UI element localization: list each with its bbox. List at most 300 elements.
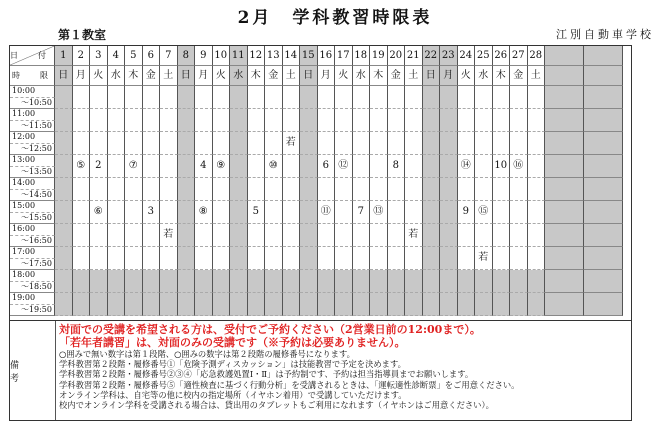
- lesson-entry: ⑤: [73, 155, 91, 178]
- timetable-cell: [90, 86, 108, 109]
- timetable-cell: [300, 109, 318, 132]
- timetable-cell: [528, 178, 546, 201]
- timetable-cell: [353, 109, 371, 132]
- timetable-cell: [108, 293, 126, 316]
- timetable-cell: [440, 178, 458, 201]
- period-start-time: 18:00: [10, 270, 55, 282]
- remark-line: オンライン学科は、自宅等の他に校内の指定場所（イヤホン着用）で受講していただけます。: [59, 389, 407, 400]
- day-number: 19: [370, 46, 388, 66]
- weekday-label: 日: [300, 66, 318, 86]
- timetable-cell: [458, 86, 476, 109]
- timetable-cell: [265, 247, 283, 270]
- date-header-label: 日 付: [10, 46, 55, 66]
- timetable-cell: [475, 155, 493, 178]
- timetable-cell: [73, 178, 91, 201]
- timetable-cell: [493, 109, 511, 132]
- timetable-cell: [125, 178, 143, 201]
- timetable-cell: [335, 178, 353, 201]
- timetable-cell: [160, 86, 178, 109]
- timetable-cell: [55, 132, 73, 155]
- timetable-cell: [283, 86, 301, 109]
- weekday-label: 土: [528, 66, 546, 86]
- timetable-cell: [108, 86, 126, 109]
- period-end-time: 〜10:50: [10, 98, 55, 110]
- timetable-cell: [160, 247, 178, 270]
- day-number: 23: [440, 46, 458, 66]
- timetable-cell: [300, 155, 318, 178]
- timetable-cell: [405, 132, 423, 155]
- timetable-cell: [265, 270, 283, 293]
- timetable-cell: [265, 201, 283, 224]
- timetable-cell: [160, 201, 178, 224]
- day-number: 1: [55, 46, 73, 66]
- timetable-cell: [248, 224, 266, 247]
- timetable-cell: [73, 201, 91, 224]
- extra-column: [545, 46, 584, 66]
- timetable-cell: [440, 201, 458, 224]
- timetable-cell: [318, 224, 336, 247]
- timetable-cell: [213, 132, 231, 155]
- timetable-cell: [388, 293, 406, 316]
- timetable-cell: [230, 178, 248, 201]
- timetable-cell: [55, 178, 73, 201]
- timetable-cell: [265, 109, 283, 132]
- timetable-cell: [370, 86, 388, 109]
- period-start-time: 10:00: [10, 86, 55, 98]
- timetable-cell: [528, 86, 546, 109]
- timetable-cell: [370, 132, 388, 155]
- timetable-cell: [335, 293, 353, 316]
- timetable-cell: [248, 86, 266, 109]
- extra-column: [545, 155, 584, 178]
- timetable-cell: [195, 293, 213, 316]
- weekday-label: 金: [143, 66, 161, 86]
- timetable-cell: [528, 224, 546, 247]
- timetable-cell: [248, 293, 266, 316]
- timetable-cell: [370, 247, 388, 270]
- extra-column: [545, 270, 584, 293]
- timetable-cell: [388, 270, 406, 293]
- period-end-time: 〜17:50: [10, 259, 55, 271]
- day-number: 7: [160, 46, 178, 66]
- timetable-cell: [510, 132, 528, 155]
- remark-line: 学科教習第２段階・履修番号⑤「適性検査に基づく行動分析」を受講されるときは、「運転適性診断票」をご用意ください。: [59, 379, 520, 390]
- timetable-cell: [125, 224, 143, 247]
- timetable-cell: [458, 270, 476, 293]
- timetable-cell: [405, 109, 423, 132]
- remark-line: 学科教習第２段階・履修番号①「危険予測ディスカッション」は技能教習で予定を決めます。: [59, 359, 406, 370]
- remark-line: ○囲みで無い数字は第１段階、○囲みの数字は第２段階の履修番号になります。: [59, 349, 355, 359]
- timetable-cell: [213, 224, 231, 247]
- period-header-label: 時 限: [10, 66, 55, 86]
- remark-red-line: 対面での受講を希望される方は、受付でご予約ください（2営業日前の12:00まで）。: [59, 323, 481, 336]
- extra-column: [584, 86, 623, 109]
- timetable-cell: [405, 293, 423, 316]
- timetable-cell: [423, 86, 441, 109]
- weekday-label: 火: [213, 66, 231, 86]
- timetable-cell: [143, 224, 161, 247]
- timetable-cell: [108, 178, 126, 201]
- timetable-cell: [178, 109, 196, 132]
- timetable-cell: [73, 293, 91, 316]
- timetable-cell: [248, 178, 266, 201]
- timetable-cell: [90, 178, 108, 201]
- timetable-cell: [90, 224, 108, 247]
- timetable-cell: [440, 132, 458, 155]
- extra-column: [584, 247, 623, 270]
- remark-red-line: 「若年者講習」は、対面のみの受講です（※予約は必要ありません）。: [59, 336, 406, 349]
- timetable-cell: [230, 201, 248, 224]
- timetable-cell: [300, 247, 318, 270]
- period-start-time: 14:00: [10, 178, 55, 190]
- day-number: 8: [178, 46, 196, 66]
- extra-column: [584, 66, 623, 86]
- lesson-entry: 2: [90, 155, 108, 178]
- period-start-time: 13:00: [10, 155, 55, 167]
- day-number: 17: [335, 46, 353, 66]
- timetable-cell: [353, 132, 371, 155]
- timetable-cell: [353, 293, 371, 316]
- lesson-entry: ⑩: [265, 155, 283, 178]
- timetable-cell: [178, 86, 196, 109]
- timetable-cell: [510, 178, 528, 201]
- extra-column: [584, 293, 623, 316]
- timetable-cell: [73, 86, 91, 109]
- weekday-label: 土: [405, 66, 423, 86]
- timetable-cell: [90, 132, 108, 155]
- timetable-cell: [475, 293, 493, 316]
- timetable-cell: [160, 109, 178, 132]
- timetable-cell: [493, 178, 511, 201]
- timetable-cell: [370, 155, 388, 178]
- timetable-cell: [213, 201, 231, 224]
- weekday-label: 火: [458, 66, 476, 86]
- timetable-cell: [108, 132, 126, 155]
- extra-column: [584, 178, 623, 201]
- day-number: 13: [265, 46, 283, 66]
- timetable-cell: [125, 201, 143, 224]
- timetable-cell: [230, 293, 248, 316]
- timetable-cell: [55, 224, 73, 247]
- extra-column: [584, 201, 623, 224]
- room-label: 第１教室: [58, 28, 107, 42]
- timetable-cell: [370, 109, 388, 132]
- timetable-cell: [230, 155, 248, 178]
- timetable-cell: [265, 224, 283, 247]
- day-number: 5: [125, 46, 143, 66]
- timetable-cell: [248, 270, 266, 293]
- period-end-time: 〜14:50: [10, 190, 55, 202]
- timetable-cell: [195, 270, 213, 293]
- timetable-cell: [213, 270, 231, 293]
- timetable-cell: [318, 132, 336, 155]
- period-start-time: 19:00: [10, 293, 55, 305]
- timetable-cell: [405, 86, 423, 109]
- timetable-cell: [108, 224, 126, 247]
- timetable-cell: [405, 247, 423, 270]
- timetable-cell: [160, 178, 178, 201]
- period-start-time: 15:00: [10, 201, 55, 213]
- timetable-cell: [335, 247, 353, 270]
- timetable-cell: [440, 247, 458, 270]
- timetable-cell: [353, 86, 371, 109]
- timetable-cell: [458, 132, 476, 155]
- day-number: 26: [493, 46, 511, 66]
- timetable-cell: [300, 270, 318, 293]
- timetable-cell: [55, 86, 73, 109]
- timetable-cell: [230, 86, 248, 109]
- period-end-time: 〜12:50: [10, 144, 55, 156]
- page-title: 2月 学科教習時限表: [237, 8, 433, 28]
- timetable-cell: [195, 178, 213, 201]
- remark-line: 校内でオンライン学科を受講される場合は、貸出用のタブレットもご利用になれます（イヤホンはご用意ください）。: [59, 400, 494, 411]
- extra-column: [545, 247, 584, 270]
- timetable-cell: [475, 270, 493, 293]
- timetable-cell: [300, 132, 318, 155]
- timetable-cell: [125, 109, 143, 132]
- timetable-cell: [353, 155, 371, 178]
- timetable-cell: [475, 224, 493, 247]
- timetable-cell: [493, 247, 511, 270]
- extra-column: [545, 201, 584, 224]
- day-number: 2: [73, 46, 91, 66]
- timetable-cell: [230, 247, 248, 270]
- timetable-cell: [300, 293, 318, 316]
- timetable-cell: [370, 293, 388, 316]
- timetable-cell: [458, 224, 476, 247]
- timetable-cell: [125, 293, 143, 316]
- timetable-cell: [493, 293, 511, 316]
- timetable-cell: [370, 224, 388, 247]
- lesson-entry: 3: [143, 201, 161, 224]
- weekday-label: 土: [283, 66, 301, 86]
- timetable-cell: [510, 270, 528, 293]
- timetable-cell: [300, 86, 318, 109]
- timetable-cell: [178, 155, 196, 178]
- timetable-cell: [335, 224, 353, 247]
- school-name: 江別自動車学校: [556, 28, 654, 41]
- lesson-entry: 9: [458, 201, 476, 224]
- timetable-cell: [440, 86, 458, 109]
- extra-column: [545, 109, 584, 132]
- remark-line: 学科教習第２段階・履修番号②③④「応急救護処置Ⅰ・Ⅱ」は予約制です、予約は担当指導員までお願いします。: [59, 369, 474, 380]
- timetable-cell: [440, 155, 458, 178]
- timetable-cell: [388, 86, 406, 109]
- lesson-entry: ⑨: [213, 155, 231, 178]
- timetable-cell: [300, 201, 318, 224]
- timetable-cell: [160, 293, 178, 316]
- weekday-label: 月: [73, 66, 91, 86]
- period-end-time: 〜16:50: [10, 236, 55, 248]
- timetable-cell: [283, 155, 301, 178]
- timetable-cell: [55, 293, 73, 316]
- lesson-entry: ⑮: [475, 201, 493, 224]
- weekday-label: 月: [318, 66, 336, 86]
- lesson-entry: 8: [388, 155, 406, 178]
- timetable-cell: [405, 178, 423, 201]
- lesson-entry: 4: [195, 155, 213, 178]
- day-number: 12: [248, 46, 266, 66]
- timetable-cell: [528, 201, 546, 224]
- timetable-grid: [9, 45, 632, 321]
- timetable-cell: [528, 109, 546, 132]
- day-number: 9: [195, 46, 213, 66]
- timetable-cell: [143, 86, 161, 109]
- period-end-time: 〜19:50: [10, 305, 55, 317]
- timetable-cell: [335, 132, 353, 155]
- timetable-cell: [318, 109, 336, 132]
- timetable-cell: [458, 109, 476, 132]
- timetable-cell: [143, 178, 161, 201]
- day-number: 25: [475, 46, 493, 66]
- timetable-cell: [510, 247, 528, 270]
- weekday-label: 日: [55, 66, 73, 86]
- timetable-cell: [143, 109, 161, 132]
- period-start-time: 12:00: [10, 132, 55, 144]
- timetable-cell: [125, 86, 143, 109]
- timetable-cell: [230, 132, 248, 155]
- timetable-cell: [73, 270, 91, 293]
- lesson-entry: ⑥: [90, 201, 108, 224]
- timetable-cell: [195, 132, 213, 155]
- timetable-cell: [213, 178, 231, 201]
- lesson-entry: 若: [475, 247, 493, 270]
- timetable-cell: [318, 178, 336, 201]
- timetable-cell: [335, 270, 353, 293]
- day-number: 22: [423, 46, 441, 66]
- day-number: 11: [230, 46, 248, 66]
- timetable-cell: [335, 109, 353, 132]
- timetable-cell: [230, 224, 248, 247]
- timetable-cell: [143, 247, 161, 270]
- timetable-cell: [90, 109, 108, 132]
- timetable-cell: [55, 201, 73, 224]
- lesson-entry: 10: [493, 155, 511, 178]
- timetable-cell: [458, 178, 476, 201]
- timetable-cell: [370, 270, 388, 293]
- timetable-cell: [388, 178, 406, 201]
- weekday-label: 水: [230, 66, 248, 86]
- timetable-cell: [73, 224, 91, 247]
- weekday-label: 木: [493, 66, 511, 86]
- extra-column: [584, 155, 623, 178]
- timetable-cell: [283, 247, 301, 270]
- timetable-cell: [440, 109, 458, 132]
- timetable-cell: [318, 247, 336, 270]
- timetable-cell: [108, 155, 126, 178]
- timetable-cell: [423, 178, 441, 201]
- timetable-cell: [195, 109, 213, 132]
- timetable-cell: [283, 293, 301, 316]
- timetable-cell: [388, 201, 406, 224]
- extra-column: [584, 224, 623, 247]
- lesson-entry: ⑪: [318, 201, 336, 224]
- timetable-cell: [213, 86, 231, 109]
- extra-column: [584, 270, 623, 293]
- timetable-cell: [178, 247, 196, 270]
- timetable-cell: [248, 132, 266, 155]
- timetable-cell: [493, 86, 511, 109]
- remarks-section: [9, 321, 632, 421]
- timetable-cell: [423, 270, 441, 293]
- timetable-cell: [388, 132, 406, 155]
- weekday-label: 水: [108, 66, 126, 86]
- timetable-cell: [528, 247, 546, 270]
- timetable-cell: [510, 293, 528, 316]
- timetable-cell: [108, 270, 126, 293]
- weekday-label: 日: [178, 66, 196, 86]
- timetable-cell: [125, 132, 143, 155]
- weekday-label: 木: [248, 66, 266, 86]
- timetable-cell: [108, 109, 126, 132]
- remarks-body: [59, 323, 629, 410]
- timetable-cell: [55, 270, 73, 293]
- day-number: 20: [388, 46, 406, 66]
- period-start-time: 16:00: [10, 224, 55, 236]
- timetable-cell: [423, 201, 441, 224]
- timetable-cell: [143, 270, 161, 293]
- timetable-cell: [423, 132, 441, 155]
- lesson-entry: ⑯: [510, 155, 528, 178]
- period-end-time: 〜18:50: [10, 282, 55, 294]
- timetable-cell: [370, 178, 388, 201]
- timetable-cell: [335, 201, 353, 224]
- timetable-cell: [475, 178, 493, 201]
- timetable-cell: [90, 247, 108, 270]
- timetable-cell: [55, 247, 73, 270]
- timetable-cell: [248, 247, 266, 270]
- timetable-cell: [475, 109, 493, 132]
- remarks-label: 備 考: [10, 321, 56, 420]
- timetable-cell: [510, 201, 528, 224]
- lesson-entry: ⑧: [195, 201, 213, 224]
- day-number: 21: [405, 46, 423, 66]
- timetable-cell: [143, 293, 161, 316]
- timetable-cell: [283, 178, 301, 201]
- day-number: 6: [143, 46, 161, 66]
- timetable-cell: [283, 201, 301, 224]
- timetable-cell: [160, 132, 178, 155]
- timetable-cell: [178, 270, 196, 293]
- timetable-cell: [143, 155, 161, 178]
- period-end-time: 〜13:50: [10, 167, 55, 179]
- extra-column: [584, 46, 623, 66]
- extra-column: [545, 132, 584, 155]
- lesson-entry: 若: [160, 224, 178, 247]
- extra-column: [545, 293, 584, 316]
- lesson-entry: ⑬: [370, 201, 388, 224]
- timetable-cell: [440, 270, 458, 293]
- day-number: 24: [458, 46, 476, 66]
- timetable-cell: [143, 132, 161, 155]
- timetable-cell: [493, 224, 511, 247]
- timetable-cell: [178, 224, 196, 247]
- lesson-entry: 5: [248, 201, 266, 224]
- lesson-entry: ⑫: [335, 155, 353, 178]
- timetable-cell: [405, 155, 423, 178]
- weekday-label: 土: [160, 66, 178, 86]
- period-start-time: 11:00: [10, 109, 55, 121]
- timetable-cell: [528, 155, 546, 178]
- timetable-cell: [125, 247, 143, 270]
- timetable-cell: [353, 178, 371, 201]
- timetable-cell: [440, 293, 458, 316]
- timetable-cell: [55, 155, 73, 178]
- weekday-label: 金: [265, 66, 283, 86]
- timetable-cell: [160, 155, 178, 178]
- lesson-entry: 7: [353, 201, 371, 224]
- timetable-cell: [318, 86, 336, 109]
